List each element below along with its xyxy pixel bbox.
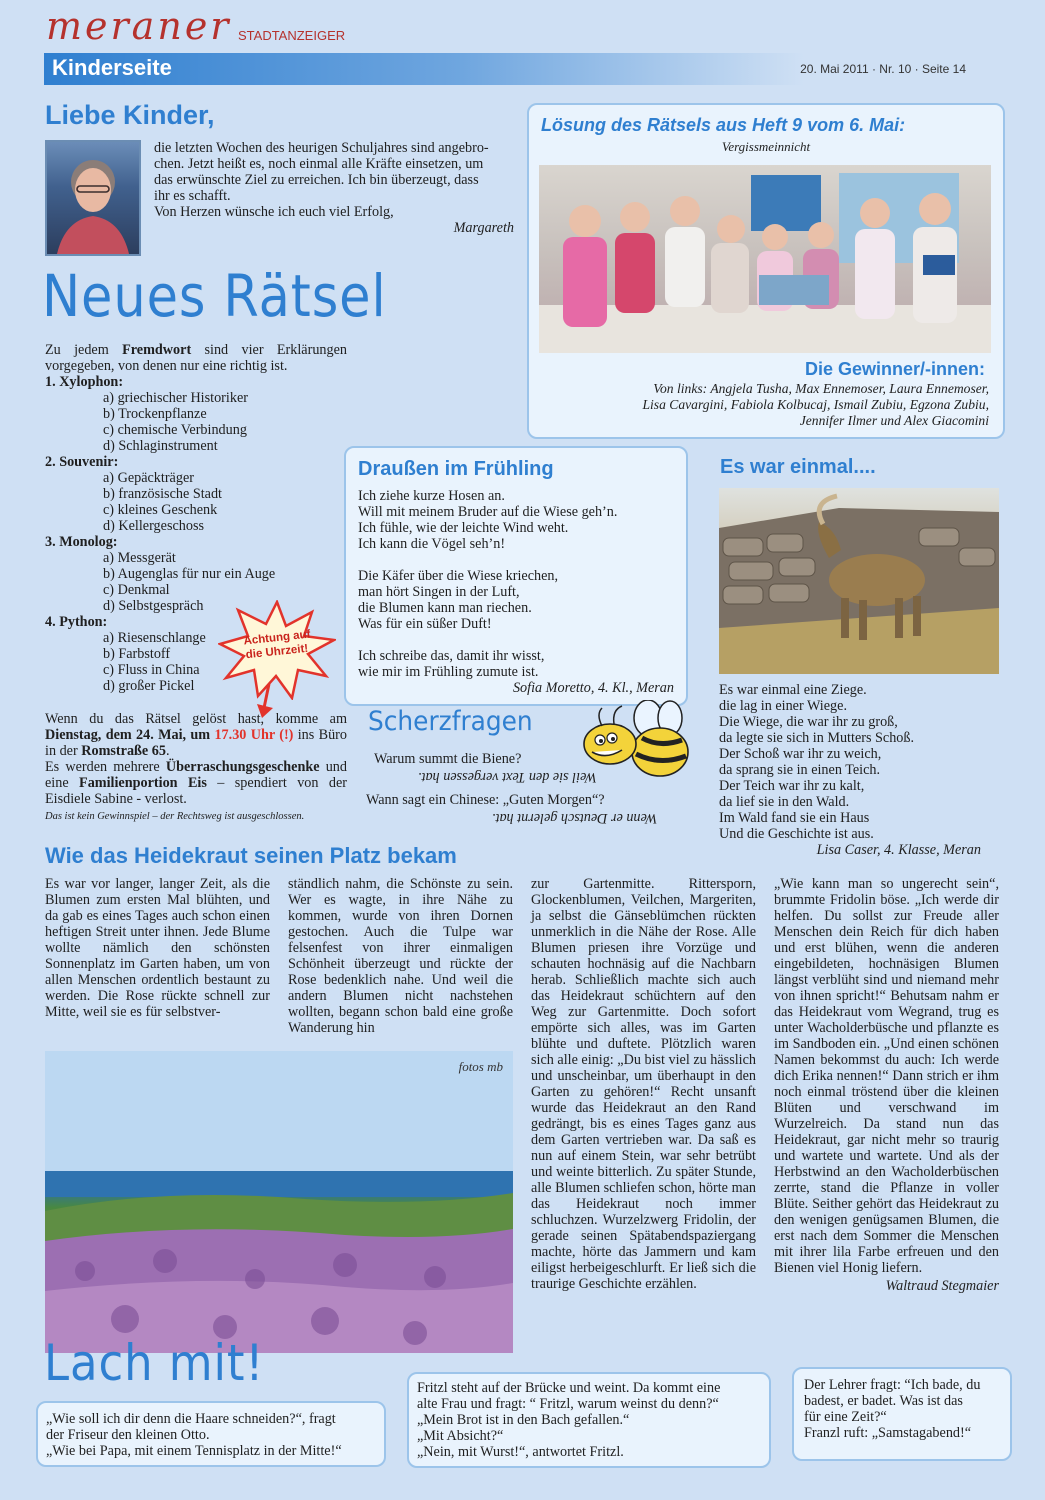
joke-line: Der Lehrer fragt: “Ich bade, du [804,1377,981,1393]
joke-line: „Nein, mit Wurst!“, antwortet Fritzl. [417,1444,624,1460]
photo-credit: fotos mb [458,1059,503,1074]
liebe-signature: Margareth [453,220,514,236]
winners-line: Jennifer Ilmer und Alex Giacomini [799,413,989,428]
poem-line: Will mit meinem Bruder auf die Wiese geh’n. [358,504,618,520]
question-word: 3. Monolog: [45,534,118,550]
heide-col4-text: „Wie kann man so ungerecht sein“, brummte Fridolin böse. „Ich werde dir helfen. Du sollst zur Freude aller Menschen dein Reich für dich haben und erst blühen, wenn die anderen eingebildeten, hochnäsigen Blumen längst verblüht sind und niemand mehr von ihnen spricht!“ Behutsam nahm er das Heidekraut vom Wegrand, trug es unter Wacholderbüsche und pflanzte es im Sandboden ein. „Und einen schönen Namen bekommst du auch: Ich werde dich Erika nennen!“ Dann strich er ihm noch einmal tröstend über die kleinen Blüten und verschwand im Wurzelreich. Da stand nun das Heidekraut, gar nicht mehr so traurig und wartete und wartete. Und als der Herbstwind an den Wacholderbüschen zerrte, stand die Pflanze in voller Blüte. Seither gehört das Heidekraut zu den wenigen genügsamen Blumen, die erst nach dem Sommer die Menschen mit ihrer lila Farbe erfreuen und den Bienen viel Honig liefern. [774,876,999,1276]
question-option: b) Trockenpflanze [103,406,207,422]
winners-list [549,381,989,429]
question-word: 1. Xylophon: [45,374,124,390]
poem-line: wie mir im Frühling zumute ist. [358,664,539,680]
joke-line: „Mein Brot ist in den Bach gefallen.“ [417,1412,630,1428]
section-title: Kinderseite [52,55,172,80]
heide-author: Waltraud Stegmaier [885,1278,999,1294]
fruehling-poem [358,488,674,696]
info-text: – spendiert von der Eisdiele Sabine - verlost. [45,775,347,807]
einmal-line: Und die Geschichte ist aus. [719,826,874,842]
question-option: c) kleines Geschenk [103,502,218,518]
winners-line: Von links: Angjela Tusha, Max Ennemoser, Laura Ennemoser, [653,381,989,396]
masthead-logo-sub: STADTANZEIGER [238,28,346,43]
info-text: ins Büro in der [45,727,348,759]
winners-line: Lisa Cavargini, Fabiola Kolbucaj, Ismail Zubiu, Egzona Zubiu, [642,397,989,412]
question-option: c) Denkmal [103,582,170,598]
question [45,454,345,534]
poem-line: Ich schreibe das, damit ihr wisst, [358,648,545,664]
einmal-line: Im Wald fand sie ein Haus [719,810,870,826]
burst-line1: Achtung auf [243,628,311,648]
liebe-line: das erwünschte Ziel zu erreichen. Ich bin überzeugt, dass [154,172,479,188]
goat-photo [719,488,999,674]
question-option: d) Schlaginstrument [103,438,218,454]
question-option: a) Messgerät [103,550,176,566]
joke-line: alte Frau und fragt: “ Fritzl, warum weinst du denn?“ [417,1396,719,1412]
joke1-box [36,1401,386,1467]
poem-line: Was für ein süßer Duft! [358,616,492,632]
poem-line: Ich fühle, wie der leichte Wind weht. [358,520,569,536]
joke3-box [792,1367,1012,1461]
heather-photo [45,1051,513,1353]
scherz-q2: Wann sagt ein Chinese: „Guten Morgen“? [366,792,605,808]
raetsel-intro-bold: Fremdwort [122,342,192,358]
raetsel-intro-b: sind vier Erklärungen vorgegeben, von denen nur eine richtig ist. [45,342,347,374]
raetsel-info [45,711,347,825]
scherz-title: Scherzfragen [368,706,533,737]
scherz-q1: Warum summt die Biene? [374,751,522,767]
question-option: d) großer Pickel [103,678,195,694]
heide-col3: zur Gartenmitte. Rittersporn, Glockenblumen, Veilchen, Margeriten, ja selbst die Gänseblümchen rückten unmerklich in die Nähe der Rose. Alle Blumen priesen ihre Vorzüge und schauten hochnäsig auf die Nachbarn herab. Schließlich machte sich auch das Heidekraut schüchtern auf den Weg zur Gartenmitte. Doch sofort empörte sich alles, was im Garten blühte und duftete. Plötzlich waren sich alle einig: „Du bist viel zu hässlich und unscheinbar, um überhaupt in den Garten zu gehören!“ Recht unsanft wurde das Heidekraut an den Rand gedrängt, bis es eines Tages ganz aus dem Garten vertrieben war. Da saß es nun auf einem Stein, war sehr betrübt und weinte bitterlich. Zu später Stunde, alle Blumen schliefen schon, hörte man das Heidekraut noch immer schluchzen. Wurzelzwerg Fridolin, der gerade seinen Spätabendspaziergang machte, hörte das Jammern und kam eiligst herbeigeschlurft. Er ließ sich die traurige Geschichte erzählen. [531,876,756,1292]
joke2-box [407,1372,771,1468]
loesung-title: Lösung des Rätsels aus Heft 9 vom 6. Mai: [541,115,906,135]
question-option: a) Gepäckträger [103,470,194,486]
info-prize: Familienportion Eis [79,775,207,791]
winners-scene [539,165,991,353]
einmal-line: Der Teich war ihr zu kalt, [719,778,865,794]
poem-line: Die Käfer über die Wiese kriechen, [358,568,559,584]
question-option: b) französische Stadt [103,486,222,502]
einmal-line: Es war einmal eine Ziege. [719,682,867,698]
fruehling-title: Draußen im Frühling [358,458,554,480]
liebe-line: ihr es schafft. [154,188,231,204]
masthead-logo: meraner [46,4,232,48]
joke-line: der Friseur den kleinen Otto. [46,1427,210,1443]
info-text: und eine [45,759,347,791]
einmal-line: Die Wiege, die war ihr zu groß, [719,714,898,730]
heide-title: Wie das Heidekraut seinen Platz bekam [45,843,457,868]
raetsel-info-p2 [45,759,347,807]
question-word: 4. Python: [45,614,108,630]
scherz-a2: Wenn er Deutsch gelernt hat. [492,810,658,826]
info-time: 17.30 Uhr (!) [210,727,294,743]
question-option: d) Kellergeschoss [103,518,204,534]
raetsel-intro-a: Zu jedem [45,342,123,358]
loesung-box [527,103,1005,439]
loesung-answer: Vergissmeinnicht [721,139,811,154]
raetsel-intro [45,342,347,374]
heather-scene [45,1051,513,1353]
info-text: Es werden mehrere [45,759,166,775]
liebe-line: chen. Jetzt heißt es, noch einmal alle Kräfte einsetzen, um [154,156,484,172]
einmal-line: da legte sie sich in Mutters Schoß. [719,730,915,746]
poem-line: man hört Singen in der Luft, [358,584,520,600]
info-prize: Überraschungsgeschenke [165,759,320,775]
question-option: b) Farbstoff [103,646,171,662]
scherz-a1: Weil sie den Text vergessen hat. [418,769,597,785]
issue-info: 20. Mai 2011 · Nr. 10 · Seite 14 [800,62,966,76]
joke-line: „Mit Absicht?“ [417,1428,504,1444]
joke-line: Franzl ruft: „Samstagabend!“ [804,1425,972,1441]
heide-col1: Es war vor langer, langer Zeit, als die Blumen zum ersten Mal blühten, und da gab es eines Tages auch schon einen heftigen Streit unter ihnen. Jede Blume wollte nämlich den schönsten Sonnenplatz im Garten haben, um von allen Menschen ordentlich bestaunt zu werden. Die Rose rückte schnell zur Mitte, weil sie es für selbstver- [45,876,270,1020]
joke-line: Fritzl steht auf der Brücke und weint. Da kommt eine [417,1380,721,1396]
raetsel-disclaimer: Das ist kein Gewinnspiel – der Rechtsweg ist ausgeschlossen. [45,811,305,822]
info-text: Wenn du das Rätsel gelöst hast, komme am [45,711,347,727]
joke-line: für eine Zeit?“ [804,1409,887,1425]
einmal-line: da lief sie in den Wald. [719,794,850,810]
einmal-title: Es war einmal.... [720,456,876,478]
liebe-title: Liebe Kinder, [45,100,215,130]
poem-line: Ich kann die Vögel seh’n! [358,536,506,552]
joke-line: badest, er badet. Was ist das [804,1393,963,1409]
question [45,374,345,454]
einmal-line: die lag in einer Wiege. [719,698,847,714]
poem-line: die Blumen kann man riechen. [358,600,532,616]
winners-title: Die Gewinner/-innen: [804,359,985,379]
raetsel-title: Neues Rätsel [42,262,387,330]
lach-title: Lach mit! [44,1334,265,1392]
info-text: . [165,743,170,759]
liebe-line: Von Herzen wünsche ich euch viel Erfolg, [154,204,394,220]
portrait-photo [45,140,141,256]
info-address: Romstraße 65 [81,743,166,759]
joke2-text [417,1380,765,1460]
question-option: d) Selbstgespräch [103,598,204,614]
liebe-line: die letzten Wochen des heurigen Schuljahres sind angebro- [154,140,489,156]
question-word: 2. Souvenir: [45,454,119,470]
heide-col2: ständlich nahm, die Schönste zu sein. Wer es wagte, in ihre Nähe zu kommen, wurde von ihren Dornen gestochen. Auch die Tulpe war felsenfest von ihrer einmaligen Schönheit überzeugt und rückte der Rose bedenklich nahe. Und weil die andern Blumen nicht nachstehen wollten, begann schon bald eine große Wanderung hin [288,876,513,1036]
question-option: b) Augenglas für nur ein Auge [103,566,276,582]
question-option: a) Riesenschlange [103,630,206,646]
einmal-poem [719,682,981,858]
joke-line: „Wie bei Papa, mit einem Tennisplatz in der Mitte!“ [46,1443,342,1459]
info-date: Dienstag, dem 24. Mai, um [45,727,211,743]
joke1-text [46,1411,380,1459]
joke3-text [804,1377,1008,1441]
question-option: a) griechischer Historiker [103,390,248,406]
heide-col4 [774,876,999,1294]
joke-line: „Wie soll ich dir denn die Haare schneiden?“, fragt [46,1411,336,1427]
portrait-figure [47,142,139,254]
einmal-author: Lisa Caser, 4. Klasse, Meran [816,842,981,858]
poem-author: Sofia Moretto, 4. Kl., Meran [512,680,674,696]
einmal-line: da sprang sie in einen Teich. [719,762,881,778]
winners-photo [539,165,991,353]
burst-line2: die Uhrzeit! [245,642,309,662]
question-option: c) chemische Verbindung [103,422,247,438]
poem-line: Ich ziehe kurze Hosen an. [358,488,505,504]
question-option: c) Fluss in China [103,662,200,678]
raetsel-info-p1 [45,711,347,759]
fruehling-box [344,446,688,706]
einmal-line: Der Schoß war ihr zu weich, [719,746,882,762]
masthead [44,4,1004,90]
liebe-text [154,140,514,236]
goat-scene [719,488,999,674]
